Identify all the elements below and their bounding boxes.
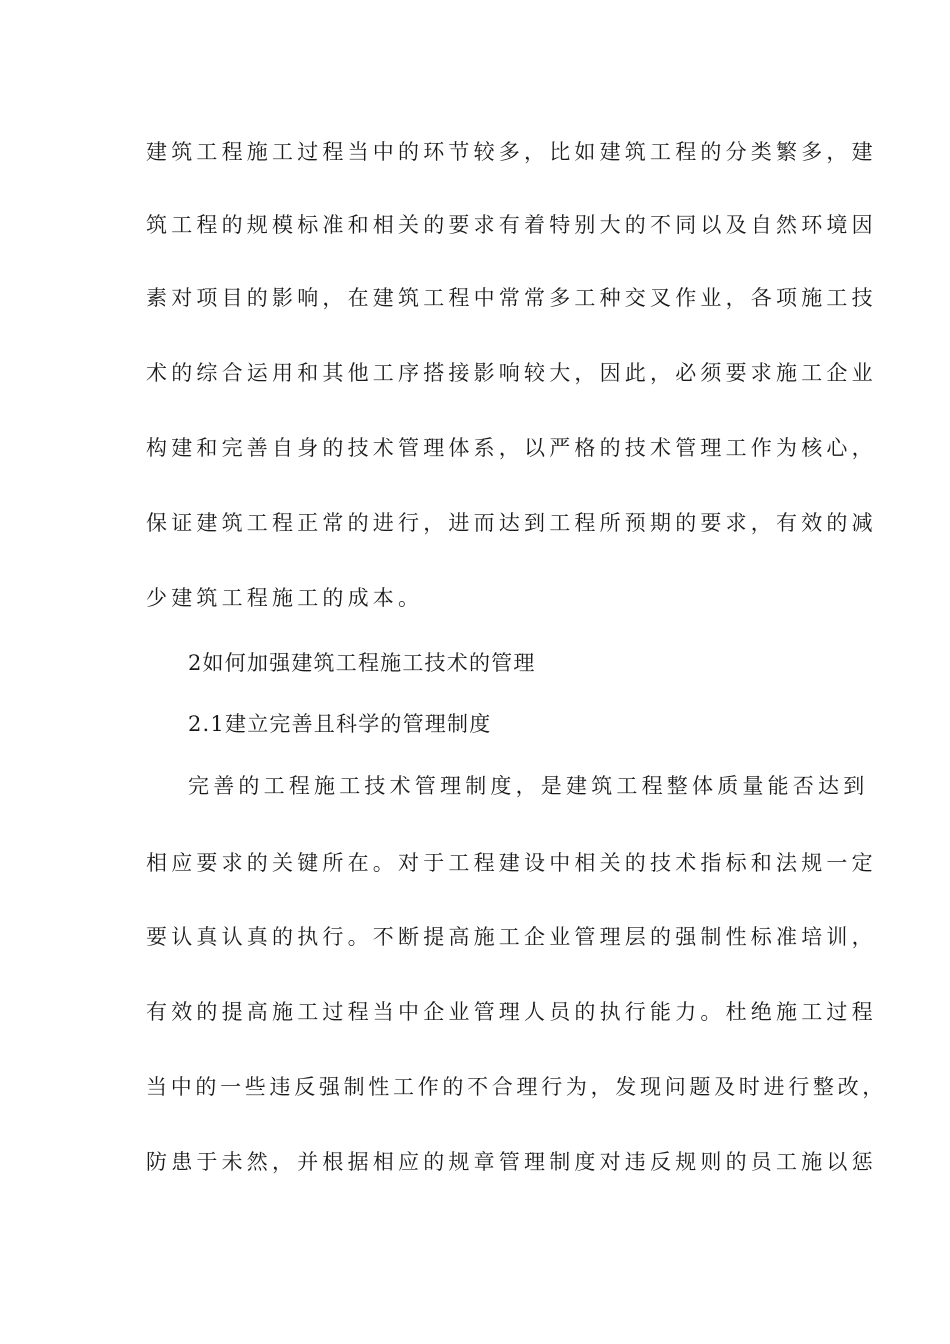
paragraph-line: 防患于未然，并根据相应的规章管理制度对违反规则的员工施以惩 — [146, 1150, 877, 1174]
paragraph-line: 完善的工程施工技术管理制度，是建筑工程整体质量能否达到 — [188, 774, 869, 798]
paragraph-line: 保证建筑工程正常的进行，进而达到工程所预期的要求，有效的减 — [146, 511, 877, 535]
paragraph-line: 筑工程的规模标准和相关的要求有着特别大的不同以及自然环境因 — [146, 213, 877, 237]
paragraph-line: 建筑工程施工过程当中的环节较多，比如建筑工程的分类繁多，建 — [146, 140, 877, 164]
paragraph-line: 有效的提高施工过程当中企业管理人员的执行能力。杜绝施工过程 — [146, 1000, 877, 1024]
paragraph-line: 术的综合运用和其他工序搭接影响较大，因此，必须要求施工企业 — [146, 361, 877, 385]
paragraph-line: 相应要求的关键所在。对于工程建设中相关的技术指标和法规一定 — [146, 851, 877, 875]
paragraph-line: 要认真认真的执行。不断提高施工企业管理层的强制性标准培训， — [146, 925, 877, 949]
subsection-heading: 2.1建立完善且科学的管理制度 — [188, 712, 492, 736]
section-heading: 2如何加强建筑工程施工技术的管理 — [188, 651, 536, 675]
paragraph-line: 构建和完善自身的技术管理体系，以严格的技术管理工作为核心， — [146, 436, 877, 460]
paragraph-line: 当中的一些违反强制性工作的不合理行为，发现问题及时进行整改， — [146, 1075, 887, 1099]
paragraph-line: 素对项目的影响，在建筑工程中常常多工种交叉作业，各项施工技 — [146, 286, 877, 310]
paragraph-line: 少建筑工程施工的成本。 — [146, 586, 424, 610]
